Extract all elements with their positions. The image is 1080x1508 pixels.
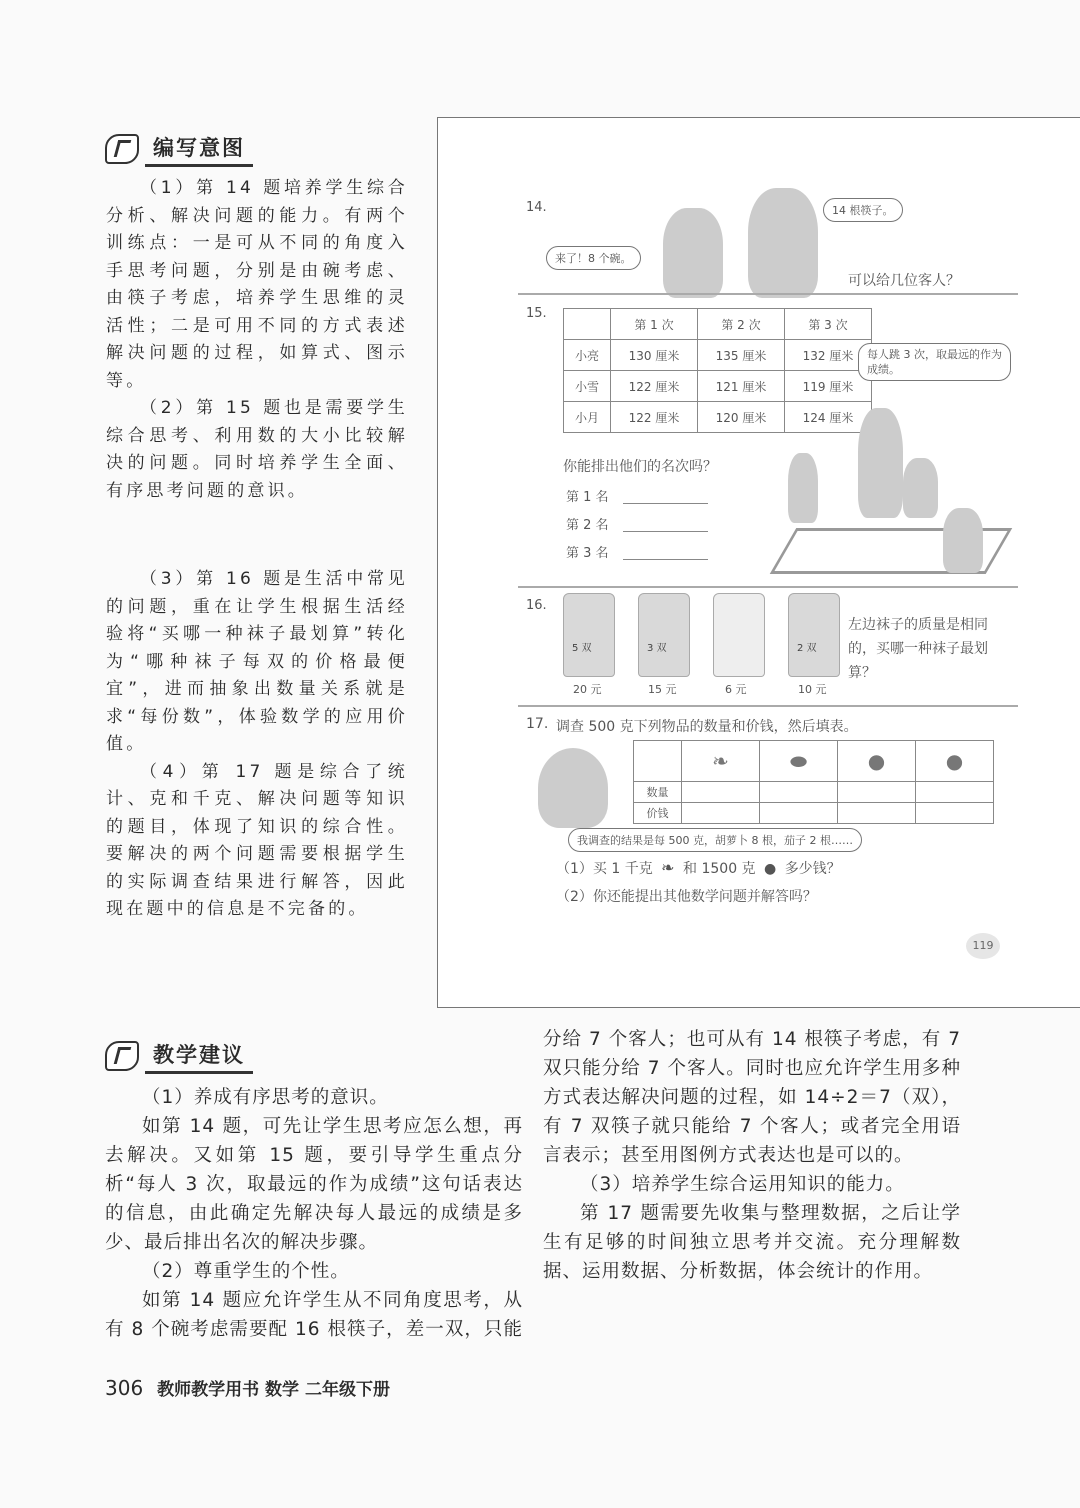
sock-pairs: 5 双 [572, 643, 592, 654]
sock-pack [638, 593, 690, 677]
paragraph: （1）养成有序思考的意识。 [142, 1087, 389, 1108]
cell: 119 厘米 [785, 371, 872, 402]
cell: 120 厘米 [698, 402, 785, 433]
divider [518, 705, 1018, 707]
cell [760, 803, 838, 824]
sock-pack [563, 593, 615, 677]
table-header-row [634, 741, 994, 782]
tomato-cell [916, 741, 994, 782]
suggestion-text-right [543, 1025, 961, 1361]
textbook-page-number: 119 [966, 933, 1000, 959]
row-label: 价钱 [634, 803, 682, 824]
rank-label: 第 3 名 [566, 546, 609, 561]
sock-pack [788, 593, 840, 677]
eggplant-icon: ⬬ [789, 749, 808, 773]
girl-illustration [788, 453, 818, 523]
sub1-part: 多少钱？ [784, 861, 841, 877]
q14-number: 14. [526, 200, 547, 215]
q14-question: 可以给几位客人？ [848, 273, 960, 289]
rank-blank [623, 559, 708, 560]
row-label: 数量 [634, 782, 682, 803]
paragraph: 第 17 题需要先收集与整理数据，之后让学生有足够的时间独立思考并交流。充分理解数据、运用数据、分析数据，体会统计的作用。 [543, 1203, 961, 1282]
sock-pairs: 3 双 [647, 643, 667, 654]
section-title: 教学建议 [145, 1037, 253, 1074]
rank-blank [623, 531, 708, 532]
q15-bubble: 每人跳 3 次，取最远的作为成绩。 [858, 343, 1011, 381]
cell [838, 782, 916, 803]
q16-number: 16. [526, 598, 547, 613]
jumping-boy-illustration [943, 508, 983, 573]
sock-price: 20 元 [573, 683, 602, 696]
child-illustration [538, 748, 608, 828]
teacher-illustration [858, 408, 903, 518]
cell [682, 803, 760, 824]
rank-blank [623, 503, 708, 504]
cell: 小亮 [564, 340, 611, 371]
header-cell: 第 1 次 [611, 309, 698, 340]
intent-text-2 [106, 566, 408, 924]
divider [518, 293, 1018, 295]
q17-table [633, 740, 994, 824]
cell: 130 厘米 [611, 340, 698, 371]
cell [760, 782, 838, 803]
paragraph: 如第 14 题应允许学生从不同角度思考，从有 8 个碗考虑需要配 16 根筷子，差一双，只能 [105, 1290, 523, 1340]
q16-note: 左边袜子的质量是相同的，买哪一种袜子最划算？ [848, 617, 988, 681]
page-footer [105, 1375, 390, 1400]
cell [838, 803, 916, 824]
header-cell: 第 3 次 [785, 309, 872, 340]
section-header-intent [105, 130, 253, 167]
section-header-suggestions [105, 1037, 253, 1074]
pen-icon [105, 1041, 139, 1071]
boy-illustration [903, 458, 938, 518]
carrot-icon: ❧ [661, 858, 675, 877]
pepper-cell [838, 741, 916, 782]
q17-sub1 [556, 858, 841, 878]
paragraph: 如第 14 题，可先让学生思考应怎么想，再去解决。又如第 15 题，要引导学生重点分析“每人 3 次，取最远的作为成绩”这句话表达的信息，由此确定先解决每人最远的成绩是多少、最后排出名次的解决步骤。 [105, 1116, 523, 1253]
q14-bubble-left: 来了！8 个碗。 [546, 246, 641, 270]
paragraph: （3）培养学生综合运用知识的能力。 [580, 1174, 905, 1195]
rank-label: 第 1 名 [566, 490, 609, 505]
header-cell [634, 741, 682, 782]
tomato-icon: ● [945, 749, 964, 773]
cell [916, 782, 994, 803]
table-row [634, 782, 994, 803]
header-cell: 第 2 次 [698, 309, 785, 340]
cell [682, 782, 760, 803]
cell: 121 厘米 [698, 371, 785, 402]
rank-label: 第 2 名 [566, 518, 609, 533]
section-title: 编写意图 [145, 130, 253, 167]
textbook-page [437, 117, 1080, 1008]
sock-pairs: 2 双 [797, 643, 817, 654]
q15-number: 15. [526, 306, 547, 321]
q17-sub2: （2）你还能提出其他数学问题并解答吗？ [556, 889, 817, 905]
book-title: 教师教学用书 数学 二年级下册 [157, 1380, 390, 1400]
q17-bubble: 我调查的结果是每 500 克，胡萝卜 8 根，茄子 2 根…… [568, 828, 862, 852]
carrot-icon: ❧ [712, 749, 729, 773]
waiter-illustration [663, 208, 723, 298]
sock-price: 6 元 [725, 683, 747, 696]
eggplant-cell [760, 741, 838, 782]
paragraph: （2）尊重学生的个性。 [142, 1261, 350, 1282]
table-row [564, 402, 872, 433]
carrot-cell [682, 741, 760, 782]
cell: 小雪 [564, 371, 611, 402]
paragraph: （3）第 16 题是生活中常见的问题，重在让学生根据生活经验将“买哪一种袜子最划算”转化为“哪种袜子每双的价格最便宜”，进而抽象出数量关系就是求“每份数”，体验数学的应用价值。 [106, 569, 408, 754]
cell: 135 厘米 [698, 340, 785, 371]
pepper-icon: ● [867, 749, 886, 773]
cell: 124 厘米 [785, 402, 872, 433]
cook-illustration [748, 188, 818, 298]
cell [916, 803, 994, 824]
paragraph: （4）第 17 题是综合了统计、克和千克、解决问题等知识的题目，体现了知识的综合性。要解决的两个问题需要根据学生的实际调查结果进行解答，因此现在题中的信息是不完备的。 [106, 761, 408, 919]
paragraph: （1）第 14 题培养学生综合分析、解决问题的能力。有两个训练点：一是可从不同的角度入手思考问题，分别是由碗考虑、由筷子考虑，培养学生思维的灵活性；二是可用不同的方式表述解决问题的过程，如算式、图示等。 [106, 178, 408, 391]
q17-title: 调查 500 克下列物品的数量和价钱，然后填表。 [556, 719, 858, 735]
cell: 132 厘米 [785, 340, 872, 371]
tomato-icon: ● [764, 861, 777, 877]
divider [518, 586, 1018, 588]
sub1-part: （1）买 1 千克 [556, 861, 653, 877]
q17-number: 17. [526, 716, 549, 732]
table-row [634, 803, 994, 824]
intent-text [106, 175, 408, 505]
table-header-row [564, 309, 872, 340]
paragraph: （2）第 15 题也是需要学生综合思考、利用数的大小比较解决的问题。同时培养学生全面、有序思考问题的意识。 [106, 398, 408, 501]
suggestion-text-left [105, 1083, 523, 1344]
q15-table [563, 308, 872, 433]
pen-icon [105, 134, 139, 164]
cell: 122 厘米 [611, 371, 698, 402]
page-number: 306 [105, 1376, 144, 1400]
q15-question: 你能排出他们的名次吗？ [563, 459, 717, 475]
sock-price: 10 元 [798, 683, 827, 696]
sub1-part: 和 1500 克 [683, 861, 756, 877]
paragraph-continued: 分给 7 个客人；也可从有 14 根筷子考虑，有 7 双只能分给 7 个客人。同时也应允许学生用多种方式表达解决问题的过程，如 14÷2＝7（双），有 7 双筷子就只能给 7 个客人；或者完全用语言表示；甚至用图例方式表达也是可以的。 [543, 1029, 961, 1166]
sock-pack [713, 593, 765, 677]
cell: 122 厘米 [611, 402, 698, 433]
cell: 小月 [564, 402, 611, 433]
header-cell [564, 309, 611, 340]
q14-bubble-right: 14 根筷子。 [823, 198, 903, 222]
table-row [564, 340, 872, 371]
sock-price: 15 元 [648, 683, 677, 696]
table-row [564, 371, 872, 402]
